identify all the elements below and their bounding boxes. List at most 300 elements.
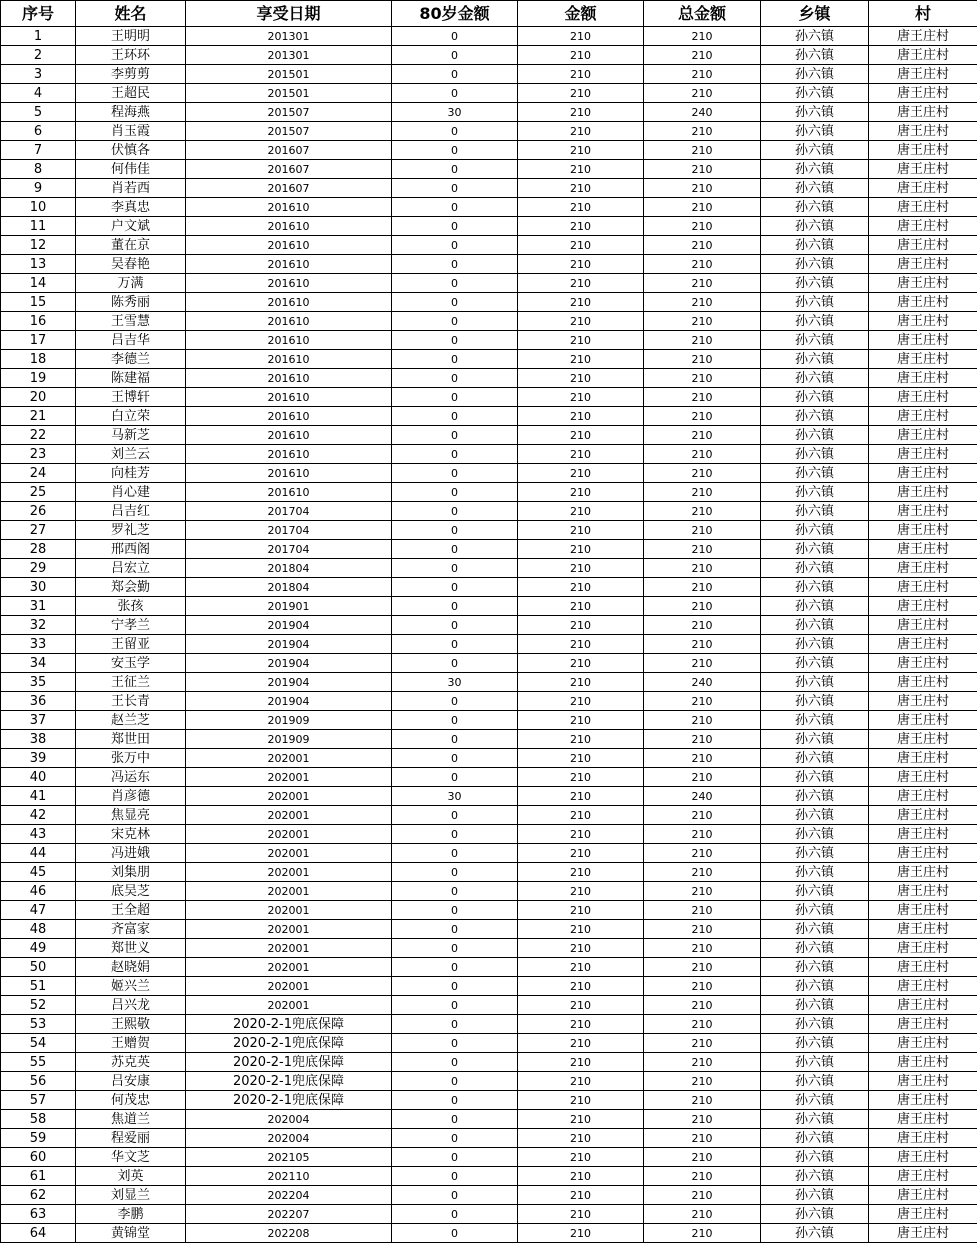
cell-total: 240: [644, 787, 761, 806]
cell-village: 唐王庄村: [869, 1091, 977, 1110]
cell-village: 唐王庄村: [869, 559, 977, 578]
table-row: [1, 160, 977, 179]
cell-total: 210: [644, 198, 761, 217]
table-row: [1, 1034, 977, 1053]
cell-index: 35: [1, 673, 76, 692]
cell-total: 210: [644, 825, 761, 844]
cell-date: 201507: [186, 103, 392, 122]
table-row: [1, 1072, 977, 1091]
table-row: [1, 1186, 977, 1205]
cell-total: 210: [644, 844, 761, 863]
cell-name: 刘集朋: [76, 863, 186, 882]
cell-name: 苏克英: [76, 1053, 186, 1072]
cell-town: 孙六镇: [761, 350, 869, 369]
cell-village: 唐王庄村: [869, 711, 977, 730]
cell-amount: 210: [518, 616, 644, 635]
cell-total: 210: [644, 122, 761, 141]
cell-index: 21: [1, 407, 76, 426]
cell-age80-amount: 0: [392, 635, 518, 654]
cell-date: 201704: [186, 540, 392, 559]
cell-amount: 210: [518, 901, 644, 920]
cell-name: 程海燕: [76, 103, 186, 122]
cell-amount: 210: [518, 768, 644, 787]
cell-village: 唐王庄村: [869, 103, 977, 122]
cell-date: 202110: [186, 1167, 392, 1186]
table-row: [1, 350, 977, 369]
cell-name: 吕兴龙: [76, 996, 186, 1015]
cell-town: 孙六镇: [761, 1224, 869, 1243]
cell-date: 202001: [186, 996, 392, 1015]
cell-amount: 210: [518, 502, 644, 521]
cell-amount: 210: [518, 1015, 644, 1034]
cell-village: 唐王庄村: [869, 996, 977, 1015]
cell-name: 李剪剪: [76, 65, 186, 84]
cell-name: 李德兰: [76, 350, 186, 369]
cell-name: 向桂芳: [76, 464, 186, 483]
table-row: [1, 730, 977, 749]
table-row: [1, 236, 977, 255]
cell-village: 唐王庄村: [869, 882, 977, 901]
header-village: 村: [869, 1, 977, 27]
cell-town: 孙六镇: [761, 901, 869, 920]
cell-town: 孙六镇: [761, 217, 869, 236]
cell-name: 底吴芝: [76, 882, 186, 901]
cell-total: 210: [644, 730, 761, 749]
cell-town: 孙六镇: [761, 654, 869, 673]
cell-amount: 210: [518, 958, 644, 977]
cell-total: 210: [644, 350, 761, 369]
cell-index: 51: [1, 977, 76, 996]
cell-village: 唐王庄村: [869, 825, 977, 844]
cell-name: 何茂忠: [76, 1091, 186, 1110]
cell-date: 202004: [186, 1129, 392, 1148]
cell-village: 唐王庄村: [869, 1110, 977, 1129]
cell-age80-amount: 0: [392, 179, 518, 198]
cell-age80-amount: 0: [392, 236, 518, 255]
cell-age80-amount: 0: [392, 312, 518, 331]
cell-index: 18: [1, 350, 76, 369]
cell-town: 孙六镇: [761, 369, 869, 388]
cell-name: 黄锦堂: [76, 1224, 186, 1243]
cell-amount: 210: [518, 540, 644, 559]
table-row: [1, 616, 977, 635]
cell-name: 王环环: [76, 46, 186, 65]
cell-age80-amount: 0: [392, 806, 518, 825]
cell-town: 孙六镇: [761, 711, 869, 730]
cell-village: 唐王庄村: [869, 1129, 977, 1148]
cell-total: 210: [644, 711, 761, 730]
cell-town: 孙六镇: [761, 578, 869, 597]
table-row: [1, 388, 977, 407]
cell-amount: 210: [518, 673, 644, 692]
cell-town: 孙六镇: [761, 749, 869, 768]
table-row: [1, 1148, 977, 1167]
cell-date: 201804: [186, 578, 392, 597]
cell-date: 202001: [186, 863, 392, 882]
header-amount: 金额: [518, 1, 644, 27]
table-row: [1, 996, 977, 1015]
cell-total: 210: [644, 1015, 761, 1034]
cell-date: 201610: [186, 331, 392, 350]
cell-index: 27: [1, 521, 76, 540]
cell-amount: 210: [518, 844, 644, 863]
table-row: [1, 882, 977, 901]
cell-amount: 210: [518, 388, 644, 407]
cell-village: 唐王庄村: [869, 388, 977, 407]
table-row: [1, 46, 977, 65]
cell-age80-amount: 0: [392, 521, 518, 540]
cell-amount: 210: [518, 236, 644, 255]
cell-age80-amount: 0: [392, 122, 518, 141]
cell-date: 201904: [186, 692, 392, 711]
table-row: [1, 274, 977, 293]
table-row: [1, 597, 977, 616]
cell-name: 刘英: [76, 1167, 186, 1186]
cell-age80-amount: 0: [392, 350, 518, 369]
cell-village: 唐王庄村: [869, 236, 977, 255]
cell-index: 45: [1, 863, 76, 882]
cell-total: 210: [644, 27, 761, 46]
cell-town: 孙六镇: [761, 46, 869, 65]
cell-name: 吕吉华: [76, 331, 186, 350]
table-row: [1, 578, 977, 597]
cell-town: 孙六镇: [761, 255, 869, 274]
table-row: [1, 445, 977, 464]
cell-age80-amount: 0: [392, 331, 518, 350]
table-row: [1, 787, 977, 806]
cell-date: 202001: [186, 749, 392, 768]
cell-date: 202208: [186, 1224, 392, 1243]
cell-date: 201301: [186, 27, 392, 46]
cell-amount: 210: [518, 1224, 644, 1243]
table-row: [1, 464, 977, 483]
cell-town: 孙六镇: [761, 825, 869, 844]
cell-age80-amount: 0: [392, 920, 518, 939]
cell-village: 唐王庄村: [869, 27, 977, 46]
cell-amount: 210: [518, 635, 644, 654]
cell-town: 孙六镇: [761, 312, 869, 331]
cell-total: 210: [644, 1148, 761, 1167]
cell-amount: 210: [518, 977, 644, 996]
table-row: [1, 103, 977, 122]
cell-name: 张孩: [76, 597, 186, 616]
cell-index: 32: [1, 616, 76, 635]
cell-amount: 210: [518, 787, 644, 806]
cell-date: 202001: [186, 939, 392, 958]
cell-age80-amount: 0: [392, 445, 518, 464]
cell-town: 孙六镇: [761, 692, 869, 711]
cell-name: 董在京: [76, 236, 186, 255]
cell-index: 59: [1, 1129, 76, 1148]
table-row: [1, 1015, 977, 1034]
cell-date: 201607: [186, 141, 392, 160]
cell-total: 210: [644, 939, 761, 958]
cell-total: 210: [644, 1053, 761, 1072]
table-row: [1, 1224, 977, 1243]
cell-name: 何伟佳: [76, 160, 186, 179]
cell-village: 唐王庄村: [869, 977, 977, 996]
cell-total: 210: [644, 901, 761, 920]
cell-age80-amount: 0: [392, 825, 518, 844]
cell-village: 唐王庄村: [869, 1148, 977, 1167]
cell-name: 吕安康: [76, 1072, 186, 1091]
cell-name: 冯运东: [76, 768, 186, 787]
cell-town: 孙六镇: [761, 464, 869, 483]
cell-village: 唐王庄村: [869, 65, 977, 84]
cell-amount: 210: [518, 1129, 644, 1148]
cell-name: 齐富家: [76, 920, 186, 939]
cell-date: 201610: [186, 236, 392, 255]
cell-town: 孙六镇: [761, 920, 869, 939]
cell-amount: 210: [518, 654, 644, 673]
cell-amount: 210: [518, 996, 644, 1015]
cell-age80-amount: 0: [392, 1129, 518, 1148]
cell-age80-amount: 0: [392, 730, 518, 749]
cell-name: 郑会勤: [76, 578, 186, 597]
cell-date: 201610: [186, 407, 392, 426]
cell-town: 孙六镇: [761, 407, 869, 426]
cell-index: 42: [1, 806, 76, 825]
table-row: [1, 84, 977, 103]
cell-total: 240: [644, 103, 761, 122]
cell-total: 210: [644, 863, 761, 882]
cell-town: 孙六镇: [761, 1129, 869, 1148]
cell-date: 202001: [186, 825, 392, 844]
table-row: [1, 369, 977, 388]
cell-date: 201610: [186, 426, 392, 445]
table-row: [1, 331, 977, 350]
cell-town: 孙六镇: [761, 293, 869, 312]
header-town: 乡镇: [761, 1, 869, 27]
cell-name: 白立荣: [76, 407, 186, 426]
cell-date: 201904: [186, 673, 392, 692]
cell-village: 唐王庄村: [869, 312, 977, 331]
cell-age80-amount: 0: [392, 84, 518, 103]
cell-age80-amount: 0: [392, 1110, 518, 1129]
cell-amount: 210: [518, 27, 644, 46]
cell-amount: 210: [518, 293, 644, 312]
table-row: [1, 711, 977, 730]
cell-index: 26: [1, 502, 76, 521]
cell-amount: 210: [518, 521, 644, 540]
cell-total: 210: [644, 1186, 761, 1205]
cell-town: 孙六镇: [761, 274, 869, 293]
cell-village: 唐王庄村: [869, 958, 977, 977]
cell-name: 焦显亮: [76, 806, 186, 825]
cell-village: 唐王庄村: [869, 673, 977, 692]
cell-village: 唐王庄村: [869, 217, 977, 236]
cell-village: 唐王庄村: [869, 84, 977, 103]
cell-name: 华文芝: [76, 1148, 186, 1167]
cell-name: 赵兰芝: [76, 711, 186, 730]
cell-age80-amount: 0: [392, 369, 518, 388]
cell-town: 孙六镇: [761, 616, 869, 635]
cell-age80-amount: 0: [392, 293, 518, 312]
cell-age80-amount: 0: [392, 597, 518, 616]
header-name: 姓名: [76, 1, 186, 27]
cell-amount: 210: [518, 711, 644, 730]
cell-town: 孙六镇: [761, 1110, 869, 1129]
cell-total: 210: [644, 540, 761, 559]
cell-amount: 210: [518, 920, 644, 939]
cell-date: 202001: [186, 901, 392, 920]
cell-date: 202105: [186, 1148, 392, 1167]
cell-town: 孙六镇: [761, 1167, 869, 1186]
cell-index: 2: [1, 46, 76, 65]
cell-index: 28: [1, 540, 76, 559]
cell-index: 25: [1, 483, 76, 502]
cell-amount: 210: [518, 331, 644, 350]
cell-index: 56: [1, 1072, 76, 1091]
cell-total: 210: [644, 407, 761, 426]
cell-age80-amount: 0: [392, 958, 518, 977]
cell-index: 29: [1, 559, 76, 578]
cell-town: 孙六镇: [761, 483, 869, 502]
cell-village: 唐王庄村: [869, 920, 977, 939]
header-row: [1, 1, 977, 27]
cell-amount: 210: [518, 407, 644, 426]
table-row: [1, 692, 977, 711]
cell-date: 201610: [186, 388, 392, 407]
cell-date: 201909: [186, 730, 392, 749]
cell-index: 7: [1, 141, 76, 160]
cell-village: 唐王庄村: [869, 654, 977, 673]
cell-total: 210: [644, 502, 761, 521]
cell-date: 201904: [186, 654, 392, 673]
cell-total: 210: [644, 312, 761, 331]
cell-index: 38: [1, 730, 76, 749]
cell-age80-amount: 0: [392, 844, 518, 863]
cell-amount: 210: [518, 122, 644, 141]
table-row: [1, 1129, 977, 1148]
cell-age80-amount: 0: [392, 939, 518, 958]
cell-amount: 210: [518, 1091, 644, 1110]
cell-town: 孙六镇: [761, 27, 869, 46]
cell-total: 210: [644, 1034, 761, 1053]
cell-village: 唐王庄村: [869, 806, 977, 825]
cell-name: 王熙敬: [76, 1015, 186, 1034]
cell-amount: 210: [518, 578, 644, 597]
cell-amount: 210: [518, 806, 644, 825]
cell-date: 201909: [186, 711, 392, 730]
table-row: [1, 483, 977, 502]
cell-town: 孙六镇: [761, 977, 869, 996]
cell-name: 陈建福: [76, 369, 186, 388]
cell-index: 31: [1, 597, 76, 616]
cell-date: 202207: [186, 1205, 392, 1224]
cell-name: 姬兴兰: [76, 977, 186, 996]
cell-age80-amount: 0: [392, 996, 518, 1015]
header-age80-amount: 80岁金额: [392, 1, 518, 27]
cell-index: 14: [1, 274, 76, 293]
cell-total: 210: [644, 768, 761, 787]
cell-name: 邢西阁: [76, 540, 186, 559]
table-row: [1, 1205, 977, 1224]
cell-total: 210: [644, 445, 761, 464]
cell-date: 201610: [186, 445, 392, 464]
cell-age80-amount: 0: [392, 27, 518, 46]
cell-date: 202204: [186, 1186, 392, 1205]
cell-amount: 210: [518, 882, 644, 901]
cell-amount: 210: [518, 825, 644, 844]
cell-total: 210: [644, 1205, 761, 1224]
cell-total: 210: [644, 46, 761, 65]
cell-town: 孙六镇: [761, 179, 869, 198]
cell-village: 唐王庄村: [869, 179, 977, 198]
cell-name: 冯进娥: [76, 844, 186, 863]
cell-age80-amount: 0: [392, 1015, 518, 1034]
cell-town: 孙六镇: [761, 103, 869, 122]
cell-town: 孙六镇: [761, 1205, 869, 1224]
cell-total: 210: [644, 255, 761, 274]
table-row: [1, 559, 977, 578]
cell-total: 210: [644, 1072, 761, 1091]
cell-town: 孙六镇: [761, 198, 869, 217]
cell-age80-amount: 0: [392, 1148, 518, 1167]
cell-town: 孙六镇: [761, 673, 869, 692]
cell-village: 唐王庄村: [869, 616, 977, 635]
cell-index: 41: [1, 787, 76, 806]
cell-total: 210: [644, 654, 761, 673]
cell-name: 王征兰: [76, 673, 186, 692]
table-row: [1, 901, 977, 920]
cell-name: 吴春艳: [76, 255, 186, 274]
cell-index: 6: [1, 122, 76, 141]
cell-age80-amount: 0: [392, 255, 518, 274]
cell-date: 201610: [186, 464, 392, 483]
cell-date: 202001: [186, 787, 392, 806]
cell-index: 1: [1, 27, 76, 46]
cell-town: 孙六镇: [761, 122, 869, 141]
cell-index: 20: [1, 388, 76, 407]
cell-index: 36: [1, 692, 76, 711]
cell-village: 唐王庄村: [869, 863, 977, 882]
cell-village: 唐王庄村: [869, 141, 977, 160]
cell-amount: 210: [518, 160, 644, 179]
cell-town: 孙六镇: [761, 939, 869, 958]
cell-total: 210: [644, 635, 761, 654]
cell-total: 210: [644, 388, 761, 407]
cell-total: 210: [644, 977, 761, 996]
cell-index: 64: [1, 1224, 76, 1243]
cell-age80-amount: 0: [392, 160, 518, 179]
cell-total: 210: [644, 84, 761, 103]
cell-age80-amount: 30: [392, 787, 518, 806]
cell-total: 210: [644, 692, 761, 711]
cell-age80-amount: 0: [392, 749, 518, 768]
cell-index: 16: [1, 312, 76, 331]
cell-index: 33: [1, 635, 76, 654]
cell-total: 210: [644, 274, 761, 293]
cell-total: 240: [644, 673, 761, 692]
cell-name: 王全超: [76, 901, 186, 920]
cell-town: 孙六镇: [761, 1015, 869, 1034]
cell-index: 49: [1, 939, 76, 958]
cell-amount: 210: [518, 559, 644, 578]
cell-town: 孙六镇: [761, 863, 869, 882]
cell-village: 唐王庄村: [869, 901, 977, 920]
cell-name: 郑世义: [76, 939, 186, 958]
cell-date: 201610: [186, 350, 392, 369]
table-row: [1, 673, 977, 692]
table-row: [1, 27, 977, 46]
cell-amount: 210: [518, 198, 644, 217]
cell-index: 10: [1, 198, 76, 217]
table-row: [1, 863, 977, 882]
cell-amount: 210: [518, 1148, 644, 1167]
cell-village: 唐王庄村: [869, 692, 977, 711]
cell-name: 吕吉红: [76, 502, 186, 521]
